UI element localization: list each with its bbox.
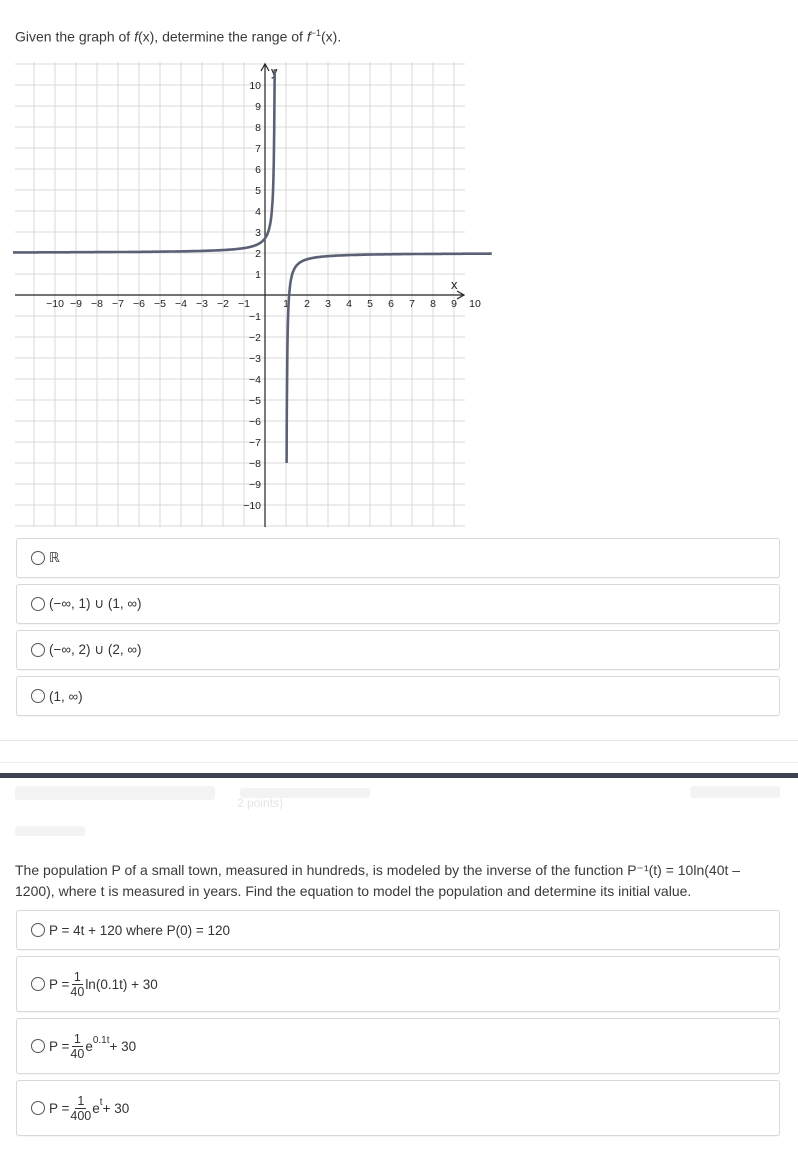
- fraction-denominator: 40: [70, 1046, 85, 1061]
- option-equation: [49, 1094, 129, 1123]
- option-label: (−∞, 2) ∪ (2, ∞): [49, 642, 142, 657]
- equation-lhs: P =: [49, 1100, 70, 1116]
- y-tick-label: 7: [255, 143, 261, 155]
- equation-rhs: ln(0.1t) + 30: [85, 976, 158, 992]
- option-label: ℝ: [49, 550, 60, 565]
- divider: [0, 740, 798, 741]
- y-tick-label: 9: [255, 101, 261, 113]
- x-axis-label: x: [451, 277, 458, 292]
- y-tick-label: −3: [249, 353, 261, 365]
- x-tick-label: −7: [112, 298, 124, 310]
- radio-button[interactable]: [31, 689, 45, 703]
- y-tick-label: −4: [249, 374, 261, 386]
- y-tick-label: −9: [249, 479, 261, 491]
- radio-button[interactable]: [31, 977, 45, 991]
- equation-lhs: P =: [49, 976, 70, 992]
- radio-button[interactable]: [31, 1039, 45, 1053]
- y-axis-label: y: [271, 64, 278, 79]
- points-label: 2 points): [237, 796, 284, 810]
- fraction-denominator: 40: [70, 984, 85, 999]
- fraction-numerator: 1: [77, 1093, 85, 1108]
- x-tick-label: 5: [367, 298, 373, 310]
- radio-button[interactable]: [31, 1101, 45, 1115]
- option-equation: [49, 970, 158, 999]
- prompt-sup: −1: [310, 28, 321, 38]
- divider: [0, 762, 798, 763]
- x-tick-label: 9: [451, 298, 457, 310]
- option-equation: [49, 1032, 136, 1061]
- y-tick-label: −8: [249, 458, 261, 470]
- prompt-text-end: (x).: [321, 28, 342, 45]
- x-tick-label: 7: [409, 298, 415, 310]
- y-tick-label: 1: [255, 269, 261, 281]
- x-tick-label: −3: [196, 298, 208, 310]
- radio-button[interactable]: [31, 597, 45, 611]
- x-tick-label: 3: [325, 298, 331, 310]
- fraction-numerator: 1: [73, 1031, 81, 1046]
- x-tick-label: −8: [91, 298, 103, 310]
- fraction-numerator: 1: [73, 969, 81, 984]
- option-label: P = 4t + 120 where P(0) = 120: [49, 922, 230, 938]
- y-tick-label: 10: [249, 80, 261, 92]
- x-tick-label: −1: [238, 298, 250, 310]
- y-tick-label: −2: [249, 332, 261, 344]
- question-2-prompt: The population P of a small town, measured in hundreds, is modeled by the inverse of the function P⁻¹(t) = 10ln(40t – 1200), where t is measured in years. Find the equation to model the population and determine its initial value.: [15, 862, 741, 899]
- option-label: (−∞, 1) ∪ (1, ∞): [49, 596, 142, 611]
- x-tick-label: 6: [388, 298, 394, 310]
- option-linear[interactable]: [16, 910, 780, 950]
- faded-header: [15, 786, 215, 800]
- option-reals[interactable]: [16, 538, 780, 578]
- equation-rhs: + 30: [109, 1038, 137, 1054]
- radio-button[interactable]: [31, 643, 45, 657]
- faded-header: [690, 786, 780, 798]
- option-log[interactable]: [16, 956, 780, 1012]
- y-tick-label: −5: [249, 395, 261, 407]
- x-tick-label: 2: [304, 298, 310, 310]
- question-separator-bar: [0, 773, 798, 778]
- x-tick-label: −6: [133, 298, 145, 310]
- fraction-denominator: 400: [70, 1108, 92, 1123]
- fraction: [70, 1032, 84, 1061]
- prompt-fx: f: [134, 28, 138, 45]
- x-tick-label: −2: [217, 298, 229, 310]
- option-except-2[interactable]: [16, 630, 780, 670]
- y-tick-label: 2: [255, 248, 261, 260]
- faded-header: [15, 826, 85, 836]
- y-tick-label: −6: [249, 416, 261, 428]
- prompt-text-mid: (x), determine the range of: [137, 28, 307, 45]
- option-label: (1, ∞): [49, 688, 83, 704]
- x-tick-label: 8: [430, 298, 436, 310]
- graph-axes: [15, 64, 464, 527]
- equation-rhs: + 30: [102, 1100, 130, 1116]
- y-tick-label: 3: [255, 227, 261, 239]
- x-tick-label: −4: [175, 298, 187, 310]
- x-tick-label: 10: [469, 298, 481, 310]
- option-exp-0-1t[interactable]: [16, 1018, 780, 1074]
- radio-button[interactable]: [31, 923, 45, 937]
- function-graph: [15, 62, 481, 527]
- y-tick-label: 4: [255, 206, 261, 218]
- exp-power: 0.1t: [92, 1034, 110, 1046]
- graph-tick-labels: [46, 80, 481, 512]
- y-tick-label: 8: [255, 122, 261, 134]
- exp-base: e: [85, 1038, 93, 1054]
- x-tick-label: −5: [154, 298, 166, 310]
- fraction: [70, 970, 84, 999]
- x-tick-label: −9: [70, 298, 82, 310]
- prompt-finv: f: [306, 28, 311, 45]
- x-tick-label: 1: [283, 298, 289, 310]
- y-tick-label: 6: [255, 164, 261, 176]
- y-tick-label: −10: [243, 500, 261, 512]
- exp-power: t: [99, 1096, 103, 1108]
- y-tick-label: −1: [249, 311, 261, 323]
- option-exp-t[interactable]: [16, 1080, 780, 1136]
- exp-base: e: [92, 1100, 100, 1116]
- x-tick-label: 4: [346, 298, 352, 310]
- radio-button[interactable]: [31, 551, 45, 565]
- option-except-1[interactable]: [16, 584, 780, 624]
- fraction: [70, 1094, 91, 1123]
- prompt-text: Given the graph of: [15, 28, 135, 45]
- y-tick-label: −7: [249, 437, 261, 449]
- question-1-prompt: [15, 23, 341, 48]
- x-tick-label: −10: [46, 298, 64, 310]
- y-tick-label: 5: [255, 185, 261, 197]
- curve-left-branch: [13, 69, 275, 252]
- option-greater-than-1[interactable]: [16, 676, 780, 716]
- equation-lhs: P =: [49, 1038, 70, 1054]
